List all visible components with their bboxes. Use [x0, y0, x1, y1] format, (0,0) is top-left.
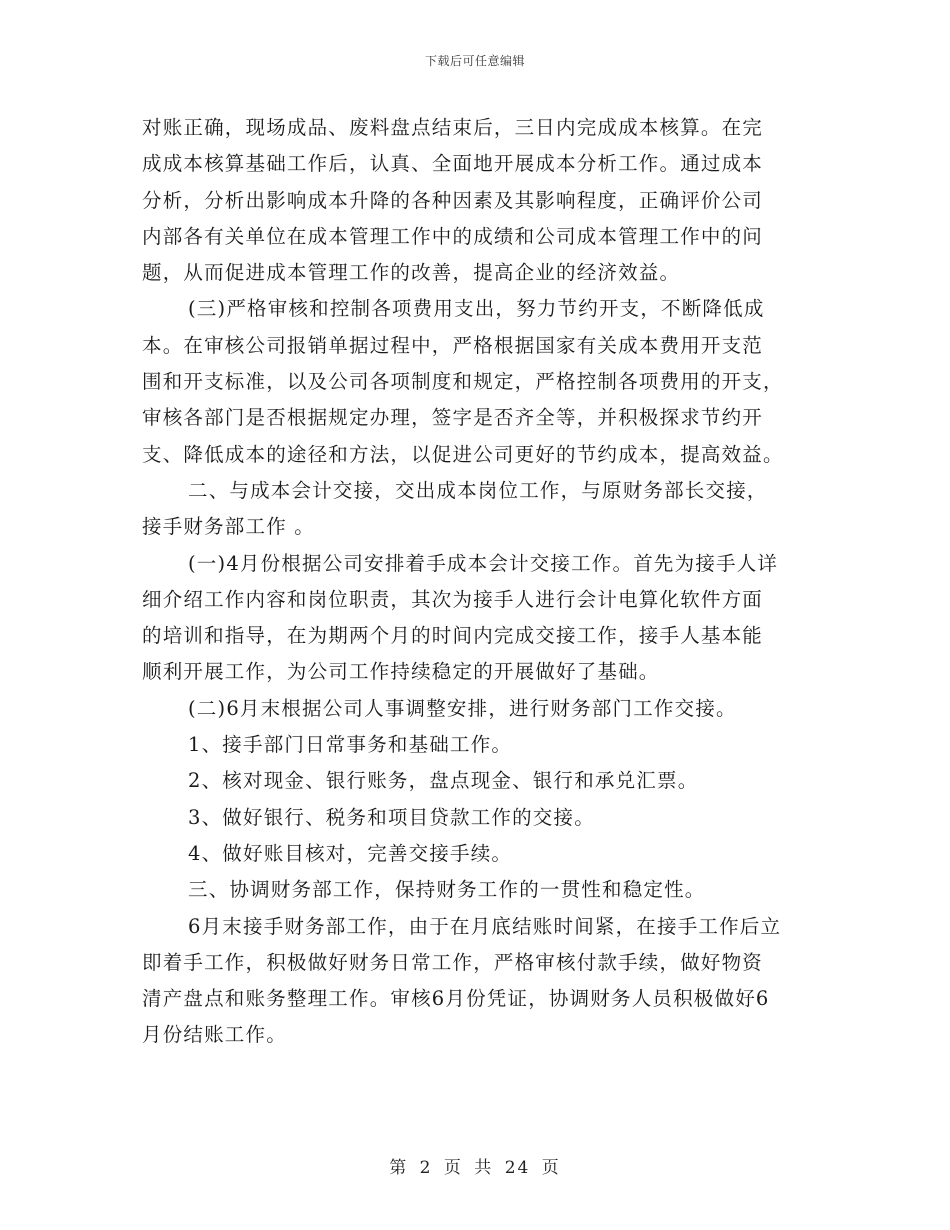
text-line: 接手财务部工作 。	[142, 515, 315, 539]
text-line: 围和开支标准，以及公司各项制度和规定，严格控制各项费用的开支，	[142, 370, 784, 394]
page-header: 下载后可任意编辑	[424, 54, 525, 68]
text-line: 月份结账工作。	[142, 1023, 287, 1047]
text-line: 三、协调财务部工作，保持财务工作的一贯性和稳定性。	[188, 878, 706, 902]
page-number-footer: 第 2 页 共 24 页	[389, 1158, 561, 1178]
text-line: 对账正确，现场成品、废料盘点结束后，三日内完成成本核算。在完	[142, 116, 764, 139]
text-line: 即着手工作，积极做好财务日常工作，严格审核付款手续，做好物资	[142, 950, 764, 974]
text-line: 分析，分析出影响成本升降的各种因素及其影响程度，正确评价公司	[142, 188, 764, 212]
text-line: (一)4月份根据公司安排着手成本会计交接工作。首先为接手人详	[188, 551, 779, 575]
text-line: 支、降低成本的途径和方法，以促进公司更好的节约成本，提高效益。	[142, 442, 784, 466]
text-line: (二)6月末根据公司人事调整安排，进行财务部门工作交接。	[188, 696, 737, 720]
text-line: 内部各有关单位在成本管理工作中的成绩和公司成本管理工作中的问	[142, 224, 764, 248]
text-line: 题，从而促进成本管理工作的改善，提高企业的经济效益。	[142, 261, 681, 285]
text-line: 本。在审核公司报销单据过程中，严格根据国家有关成本费用开支范	[142, 333, 764, 357]
text-line: 6月末接手财务部工作，由于在月底结账时间紧，在接手工作后立	[188, 914, 782, 938]
text-line: 3、做好银行、税务和项目贷款工作的交接。	[188, 805, 595, 829]
text-line: 顺利开展工作，为公司工作持续稳定的开展做好了基础。	[142, 660, 660, 684]
document-body	[142, 110, 822, 1054]
text-line: 的培训和指导，在为期两个月的时间内完成交接工作，接手人基本能	[142, 624, 764, 648]
text-line: 2、核对现金、银行账务，盘点现金、银行和承兑汇票。	[188, 769, 699, 793]
text-line: 二、与成本会计交接，交出成本岗位工作，与原财务部长交接，	[188, 478, 768, 502]
text-line: 清产盘点和账务整理工作。审核6月份凭证，协调财务人员积极做好6	[142, 987, 770, 1011]
text-line: 4、做好账目核对，完善交接手续。	[188, 841, 513, 865]
text-line: 1、接手部门日常事务和基础工作。	[188, 733, 513, 757]
text-line: 审核各部门是否根据规定办理，签字是否齐全等，并积极探求节约开	[142, 406, 764, 430]
text-line: (三)严格审核和控制各项费用支出，努力节约开支，不断降低成	[188, 297, 765, 321]
text-line: 成成本核算基础工作后，认真、全面地开展成本分析工作。通过成本	[142, 152, 764, 176]
text-line: 细介绍工作内容和岗位职责，其次为接手人进行会计电算化软件方面	[142, 587, 764, 611]
